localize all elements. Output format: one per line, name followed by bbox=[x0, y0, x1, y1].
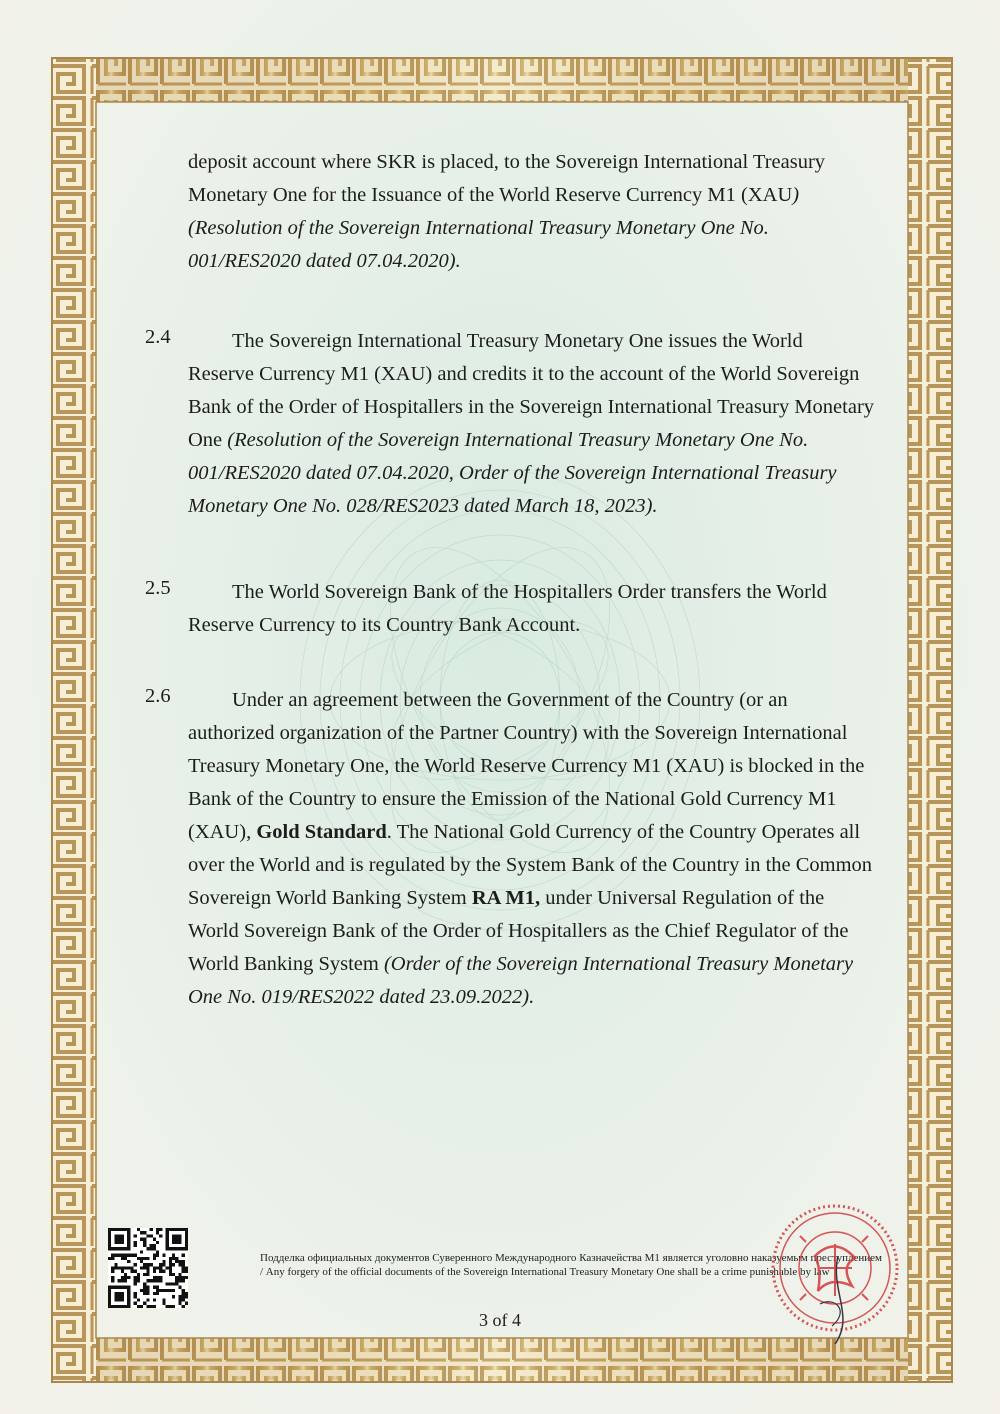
page-number: 3 of 4 bbox=[479, 1310, 521, 1330]
text-line: 001/RES2020 dated 07.04.2020). bbox=[188, 250, 461, 272]
official-seal-stamp bbox=[760, 1196, 910, 1346]
text-line: One (Resolution of the Sovereign International Treasury Monetary One No. bbox=[188, 429, 809, 451]
text-line: The Sovereign International Treasury Monetary One issues the World bbox=[232, 330, 803, 352]
text-line: (Resolution of the Sovereign International Treasury Monetary One No. bbox=[188, 217, 769, 239]
text-line: Bank of the Order of Hospitallers in the Sovereign International Treasury Monetary bbox=[188, 396, 875, 418]
text-line: authorized organization of the Partner Country) with the Sovereign International bbox=[188, 722, 848, 744]
text-line: deposit account where SKR is placed, to the Sovereign International Treasury bbox=[188, 151, 826, 173]
text-line: Sovereign World Banking System RA M1, under Universal Regulation of the bbox=[188, 887, 825, 909]
text-line: Reserve Currency to its Country Bank Account. bbox=[188, 614, 581, 636]
clause-2-5 bbox=[188, 576, 878, 642]
text-line: Bank of the Country to ensure the Emission of the National Gold Currency M1 bbox=[188, 788, 837, 810]
qr-code bbox=[108, 1228, 188, 1308]
text-line: (XAU), Gold Standard. The National Gold Currency of the Country Operates all bbox=[188, 821, 861, 843]
text-line: World Sovereign Bank of the Order of Hospitallers as the Chief Regulator of the bbox=[188, 920, 849, 942]
clause-number-2-6: 2.6 bbox=[145, 685, 171, 707]
text-line: World Banking System (Order of the Sovereign International Treasury Monetary bbox=[188, 953, 854, 975]
text-line: Monetary One for the Issuance of the World Reserve Currency M1 (XAU) bbox=[188, 184, 800, 206]
clause-2-4 bbox=[188, 325, 878, 523]
text-line: over the World and is regulated by the System Bank of the Country in the Common bbox=[188, 854, 873, 876]
text-line: 001/RES2020 dated 07.04.2020, Order of the Sovereign International Treasury bbox=[188, 462, 837, 484]
paragraph-continuation bbox=[188, 146, 878, 278]
text-line: Under an agreement between the Government of the Country (or an bbox=[232, 689, 788, 711]
text-line: One No. 019/RES2022 dated 23.09.2022). bbox=[188, 986, 535, 1008]
clause-2-6 bbox=[188, 684, 878, 1014]
text-line: Treasury Monetary One, the World Reserve Currency M1 (XAU) is blocked in the bbox=[188, 755, 865, 777]
text-line: Reserve Currency M1 (XAU) and credits it to the account of the World Sovereign bbox=[188, 363, 860, 385]
text-line: Monetary One No. 028/RES2023 dated March 18, 2023). bbox=[188, 495, 658, 517]
text-line: The World Sovereign Bank of the Hospitallers Order transfers the World bbox=[232, 581, 827, 603]
clause-number-2-4: 2.4 bbox=[145, 326, 171, 348]
forgery-notice: Подделка официальных документов Суверенного Международного Казначейства M1 является уголовно наказуемым преступлением / Any forgery of the official documents of the Sovereign International Treasury Monetary One shall be a crime punishable by law bbox=[260, 1252, 882, 1278]
clause-number-2-5: 2.5 bbox=[145, 577, 171, 599]
